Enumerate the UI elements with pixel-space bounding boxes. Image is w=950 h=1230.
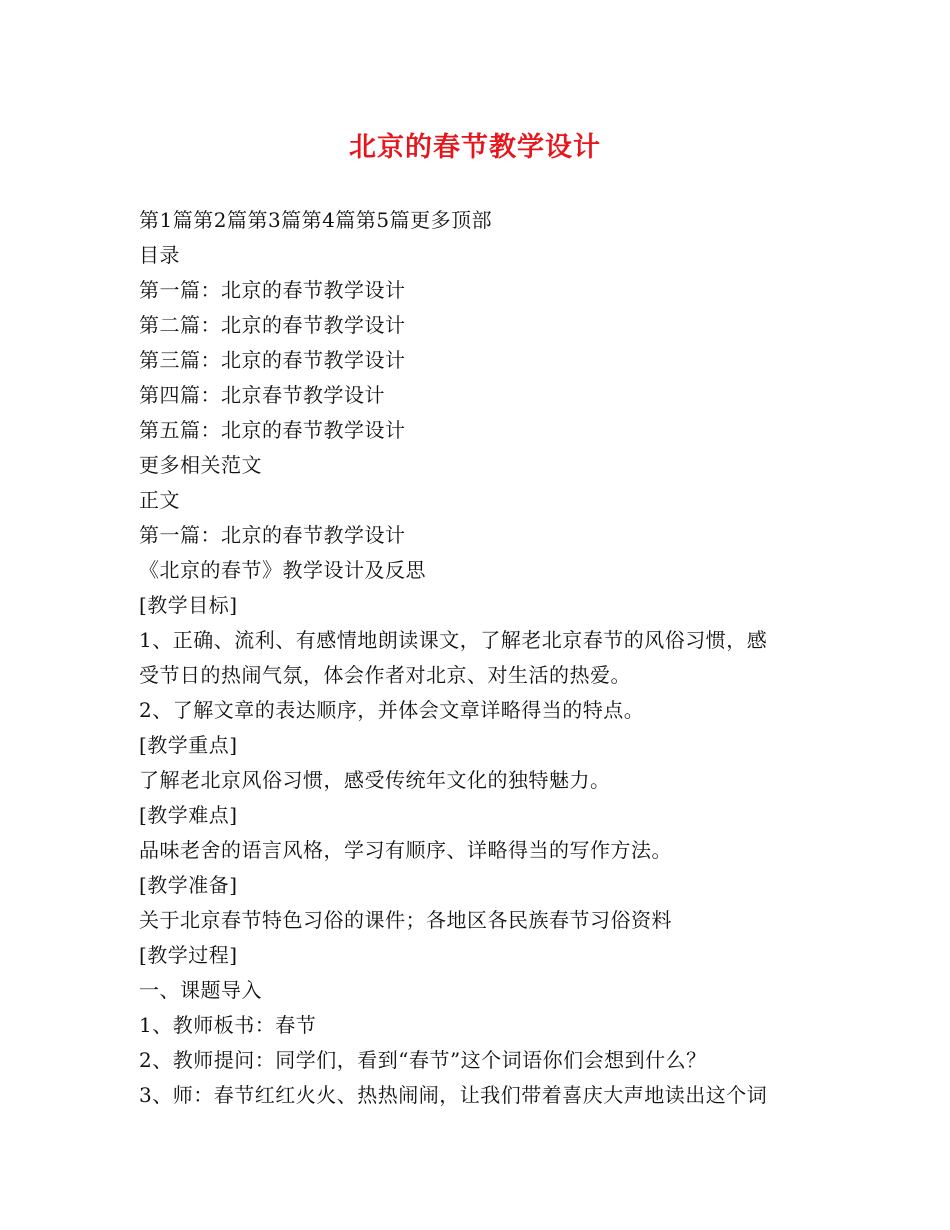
nav-line[interactable]: 第1篇第2篇第3篇第4篇第5篇更多顶部 <box>139 208 493 232</box>
text-line: 了解老北京风俗习惯，感受传统年文化的独特魅力。 <box>139 768 611 792</box>
text-line: 《北京的春节》教学设计及反思 <box>139 558 426 582</box>
toc-heading: 目录 <box>139 243 180 267</box>
document-body <box>139 203 839 1113</box>
section-title: 第一篇：北京的春节教学设计 <box>139 523 406 547</box>
toc-item-5[interactable]: 第五篇：北京的春节教学设计 <box>139 418 406 442</box>
section-label: [教学重点] <box>139 733 238 757</box>
toc-more-link[interactable]: 更多相关范文 <box>139 453 262 477</box>
text-line: 1、正确、流利、有感情地朗读课文，了解老北京春节的风俗习惯，感 <box>139 628 768 652</box>
body-heading: 正文 <box>139 488 180 512</box>
section-label: [教学难点] <box>139 803 238 827</box>
text-line: 2、教师提问：同学们，看到“春节”这个词语你们会想到什么？ <box>139 1048 707 1072</box>
section-label: [教学过程] <box>139 943 238 967</box>
text-line: 3、师：春节红红火火、热热闹闹，让我们带着喜庆大声地读出这个词 <box>139 1083 768 1107</box>
document-title: 北京的春节教学设计 <box>349 132 601 163</box>
text-line: 关于北京春节特色习俗的课件；各地区各民族春节习俗资料 <box>139 908 672 932</box>
section-label: [教学目标] <box>139 593 238 617</box>
toc-item-1[interactable]: 第一篇：北京的春节教学设计 <box>139 278 406 302</box>
section-label: [教学准备] <box>139 873 238 897</box>
text-line: 品味老舍的语言风格，学习有顺序、详略得当的写作方法。 <box>139 838 672 862</box>
text-line: 2、了解文章的表达顺序，并体会文章详略得当的特点。 <box>139 698 645 722</box>
text-line: 一、课题导入 <box>139 978 262 1002</box>
text-line: 受节日的热闹气氛，体会作者对北京、对生活的热爱。 <box>139 663 631 687</box>
toc-item-2[interactable]: 第二篇：北京的春节教学设计 <box>139 313 406 337</box>
text-line: 1、教师板书：春节 <box>139 1013 317 1037</box>
toc-item-4[interactable]: 第四篇：北京春节教学设计 <box>139 383 385 407</box>
toc-item-3[interactable]: 第三篇：北京的春节教学设计 <box>139 348 406 372</box>
